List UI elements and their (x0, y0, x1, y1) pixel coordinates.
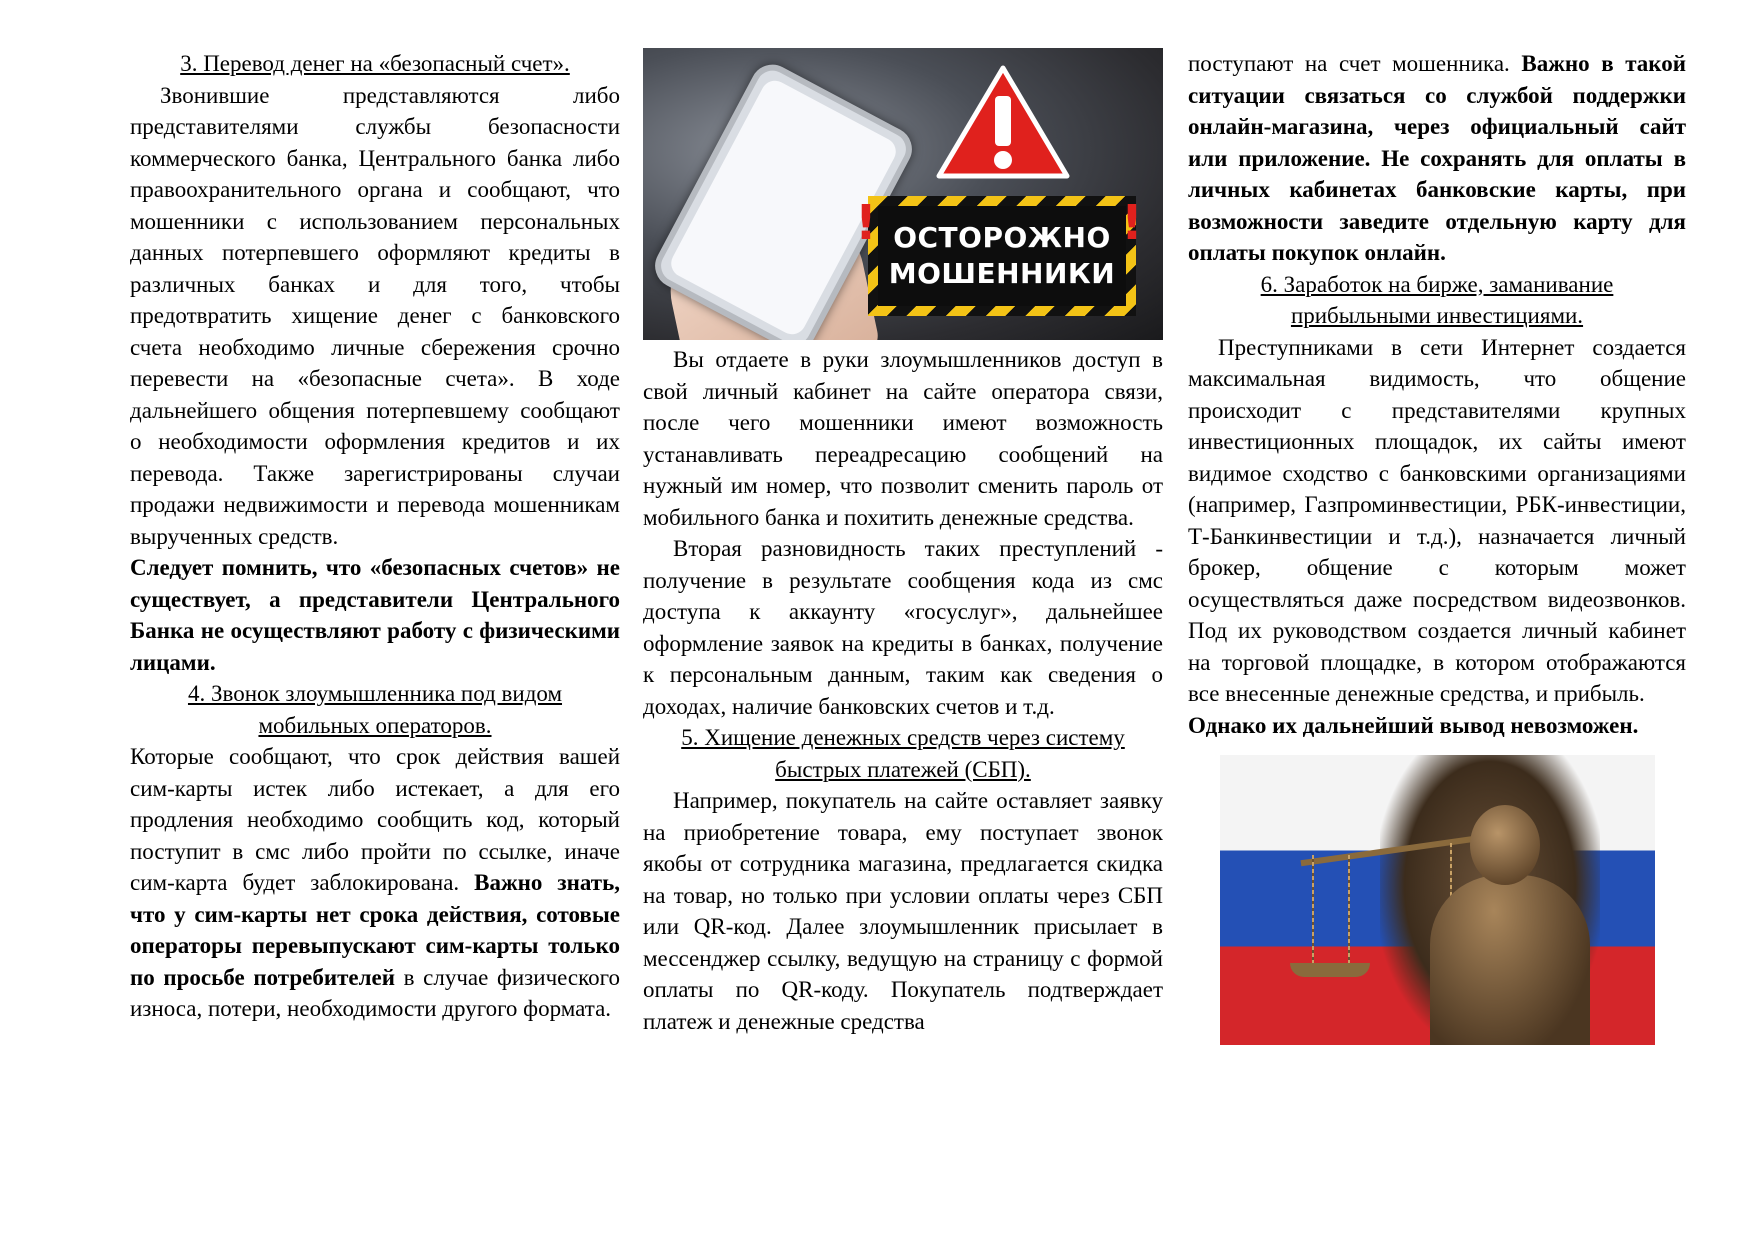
section-5-text: Например, покупатель на сайте оставляет заявку на приобретение товара, ему поступает звонок якобы от сотрудника магазина, предлагается скидка на товар, но только при условии оплаты через СБП или QR-код. Далее злоумышленник присылает в мессенджер ссылку, ведущую на страницу с формой оплаты по QR-коду. Покупатель подтверждает платеж и денежные средства (643, 788, 1163, 1034)
section-5-cont-text: поступают на счет мошенника. (1188, 51, 1522, 76)
section-4-heading: 4. Звонок злоумышленника под видом мобильных операторов. (187, 681, 563, 738)
section-6-warning (1188, 710, 1686, 742)
section-5-heading: 5. Хищение денежных средств через систему быстрых платежей (СБП). (681, 725, 1125, 782)
section-6-heading: 6. Заработок на бирже, заманивание прибыльными инвестициями. (1260, 271, 1614, 328)
section-3-warning (130, 552, 620, 678)
section-3-text: Звонившие представляются либо представителями службы безопасности коммерческого банка, Центрального банка либо правоохранительного органа и сообщают, что мошенники с использованием персональных данных потерпевшего оформляют кредиты в различных банках и для того, чтобы предотвратить хищение денег с банковского счета необходимо личные сбережения срочно перевести на «безопасные счета». В ходе дальнейшего общения потерпевшему сообщают о необходимости оформления кредитов и их перевода. Также зарегистрированы случаи продажи недвижимости и перевода мошенникам вырученных средств. (130, 82, 620, 549)
section-4-text-bold: Важно знать, что у сим-карты нет срока действия, сотовые операторы перевыпускают сим-карты только по просьбе потребителей (130, 870, 620, 990)
section-4-text-a: Которые сообщают, что срок действия вашей сим-карты истек либо истекает, а для его продления необходимо сообщить код, который поступит в смс либо пройти по ссылке, иначе сим-карта будет заблокирована. (130, 744, 620, 895)
gosuslugi-text: Вторая разновидность таких преступлений - получение в результате сообщения кода из смс доступа к аккаунту «госуслуг», дальнейшее оформление заявок на кредиты в банках, получение к персональным данным, таким как сведения о доходах, наличие банковских счетов и т.д. (643, 536, 1163, 719)
section-5-continuation (1188, 48, 1686, 269)
fraud-warning-image (643, 48, 1163, 340)
banner-line-2: МОШЕННИКИ (888, 257, 1116, 290)
right-column (1188, 48, 1686, 1045)
section-4-text (130, 741, 620, 1025)
exclamation-right-icon: ! (1121, 195, 1143, 251)
exclamation-left-icon: ! (855, 195, 877, 251)
statue-head (1470, 805, 1540, 885)
statue-body (1430, 875, 1590, 1045)
section-6-text: Преступниками в сети Интернет создается максимальная видимость, что общение происходит с представителями крупных инвестиционных площадок, их сайты имеют видимое сходство с банковскими организациями (например, Газпроминвестиции, РБК-инвестиции, Т-Банкинвестиции и т.д.), назначается личный брокер, общение с которым может осуществляться даже посредством видеозвонков. Под их руководством создается личный кабинет на торговой площадке, в котором отображаются все внесенные денежные средства, и прибыль. (1188, 334, 1686, 706)
caution-banner (868, 196, 1136, 316)
left-column (130, 48, 620, 1025)
middle-column (643, 48, 1163, 1037)
banner-line-1: ОСТОРОЖНО (893, 221, 1111, 254)
section-6-warning-bold: Однако их дальнейший вывод невозможен. (1188, 712, 1639, 738)
section-3-heading: 3. Перевод денег на «безопасный счет». (180, 51, 570, 76)
section-4-text-b: в случае физического износа, потери, необходимости другого формата. (130, 964, 620, 1021)
lady-justice-image (1220, 755, 1655, 1045)
warning-triangle-icon (933, 62, 1073, 182)
section-5-advice-bold: Важно в такой ситуации связаться со службой поддержки онлайн-магазина, через официальный сайт или приложение. Не сохранять для оплаты в личных кабинетах банковские карты, при возможности заведите отдельную карту для оплаты покупок онлайн. (1188, 51, 1686, 265)
section-3-warning-bold: Следует помнить, что «безопасных счетов» не существует, а представители Центрального Банка не осуществляют работу с физическими лицами. (130, 555, 620, 675)
sim-consequence-text: Вы отдаете в руки злоумышленников доступ в свой личный кабинет на сайте оператора связи, после чего мошенники имеют возможность устанавливать переадресацию сообщений на нужный им номер, что позволит сменить пароль от мобильного банка и похитить денежные средства. (643, 347, 1163, 530)
